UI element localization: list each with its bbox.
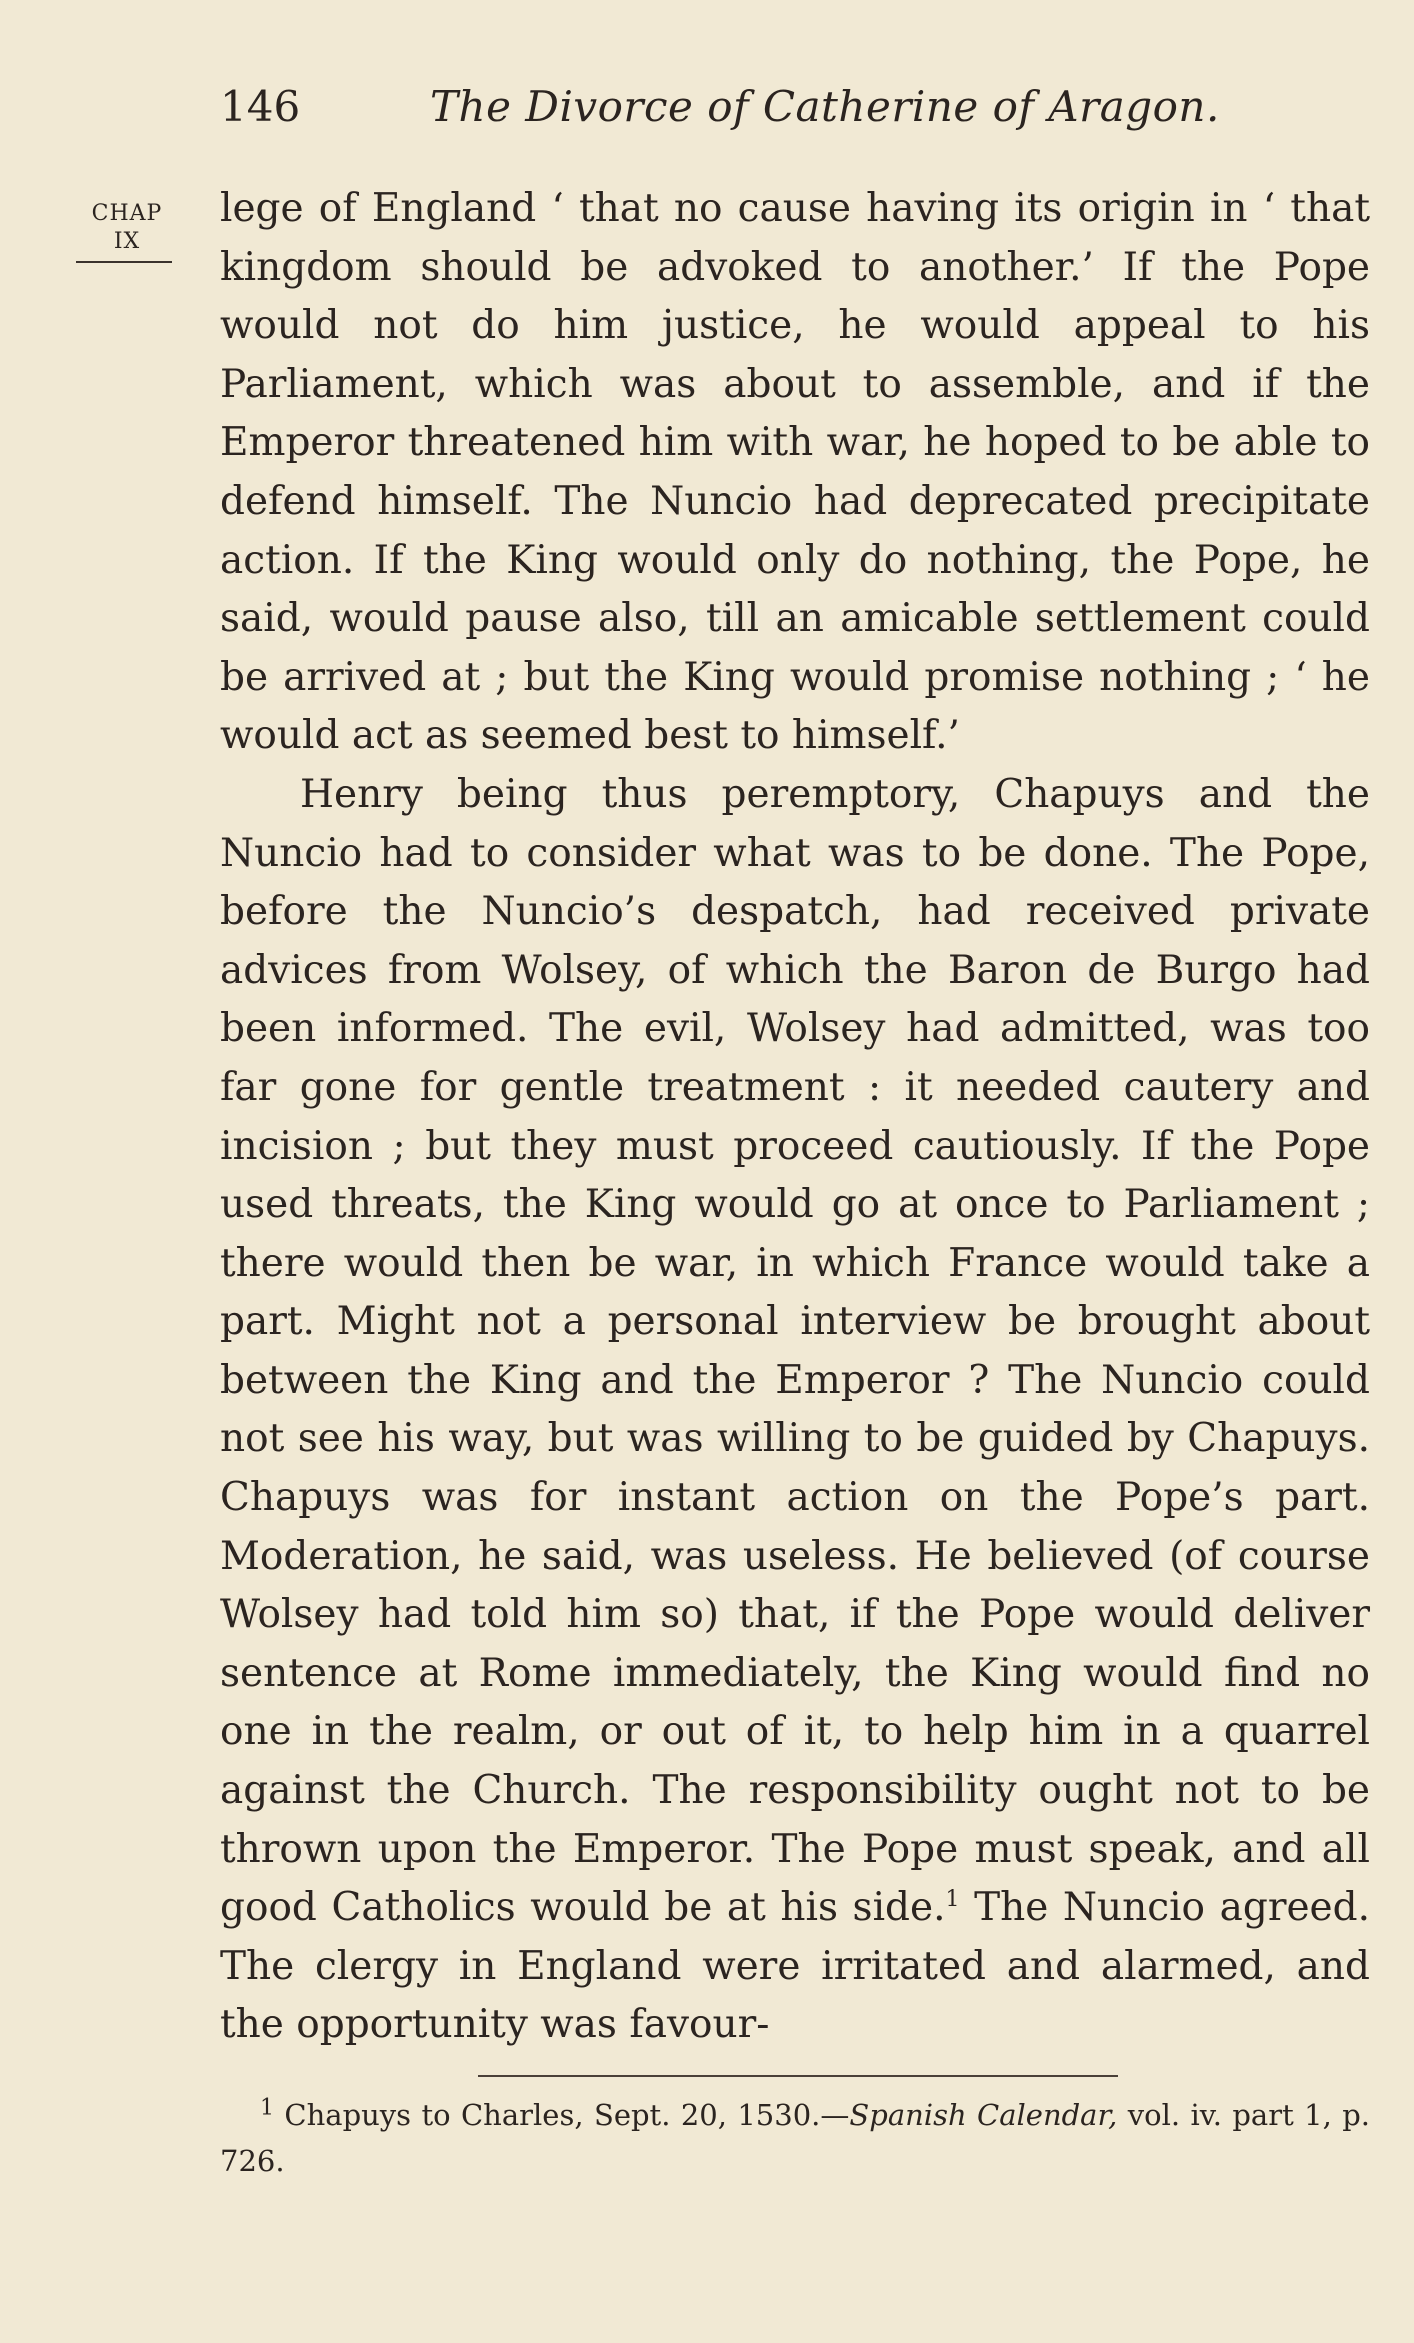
paragraph-text: The Nuncio agreed. The clergy in England were irritated and alarmed, and the opportunity was favour- xyxy=(220,1885,1370,2048)
page-number: 146 xyxy=(220,82,301,131)
margin-rule xyxy=(76,261,172,263)
paragraph xyxy=(220,766,1370,2055)
footnote-source: Spanish Calendar, xyxy=(849,2098,1118,2132)
footnote-divider xyxy=(478,2075,1118,2077)
footnote-reference: 1 xyxy=(945,1887,960,1913)
running-head xyxy=(220,82,1220,142)
footnote-text: Chapuys to Charles, Sept. 20, 1530.— xyxy=(274,2098,850,2132)
body-text xyxy=(220,180,1370,2055)
footnote-marker: 1 xyxy=(260,2095,274,2121)
paragraph-text: Henry being thus peremptory, Chapuys and the Nuncio had to consider what was to be done. The Pope, before the Nuncio’s despatch, had received private advices from Wolsey, of which the Baron de Burgo had been informed. The evil, Wolsey had admitted, was too far gone for gentle treatment : it needed cautery and incision ; but they must proceed cautiously. If the Pope used threats, the King would go at once to Parliament ; there would then be war, in which France would take a part. Might not a personal interview be brought about between the King and the Emperor ? The Nuncio could not see his way, but was willing to be guided by Chapuys. Chapuys was for instant action on the Pope’s part. Moderation, he said, was useless. He believed (of course Wolsey had told him so) that, if the Pope would deliver sentence at Rome immediately, the King would find no one in the realm, or out of it, to help him in a quarrel against the Church. The responsibility ought not to be thrown upon the Emperor. The Pope must speak, and all good Catholics would be at his side. xyxy=(220,771,1370,1931)
paragraph: lege of England ‘ that no cause having its origin in ‘ that kingdom should be advoked to another.’ If the Pope would not do him justice, he would appeal to his Parliament, which was about to assemble, and if the Emperor threatened him with war, he hoped to be able to defend himself. The Nuncio had deprecated precipitate action. If the King would only do nothing, the Pope, he said, would pause also, till an amicable settlement could be arrived at ; but the King would promise nothing ; ‘ he would act as seemed best to himself.’ xyxy=(220,186,1370,759)
footnote xyxy=(220,2092,1370,2184)
footnote-line xyxy=(220,2092,1370,2184)
chapter-label: CHAP xyxy=(91,201,163,226)
chapter-margin-label xyxy=(82,200,172,263)
book-title: The Divorce of Catherine of Aragon. xyxy=(430,82,1220,131)
footnote-rest: vol. iv. part 1, p. 726. xyxy=(220,2098,1371,2178)
chapter-number: IX xyxy=(113,228,141,254)
